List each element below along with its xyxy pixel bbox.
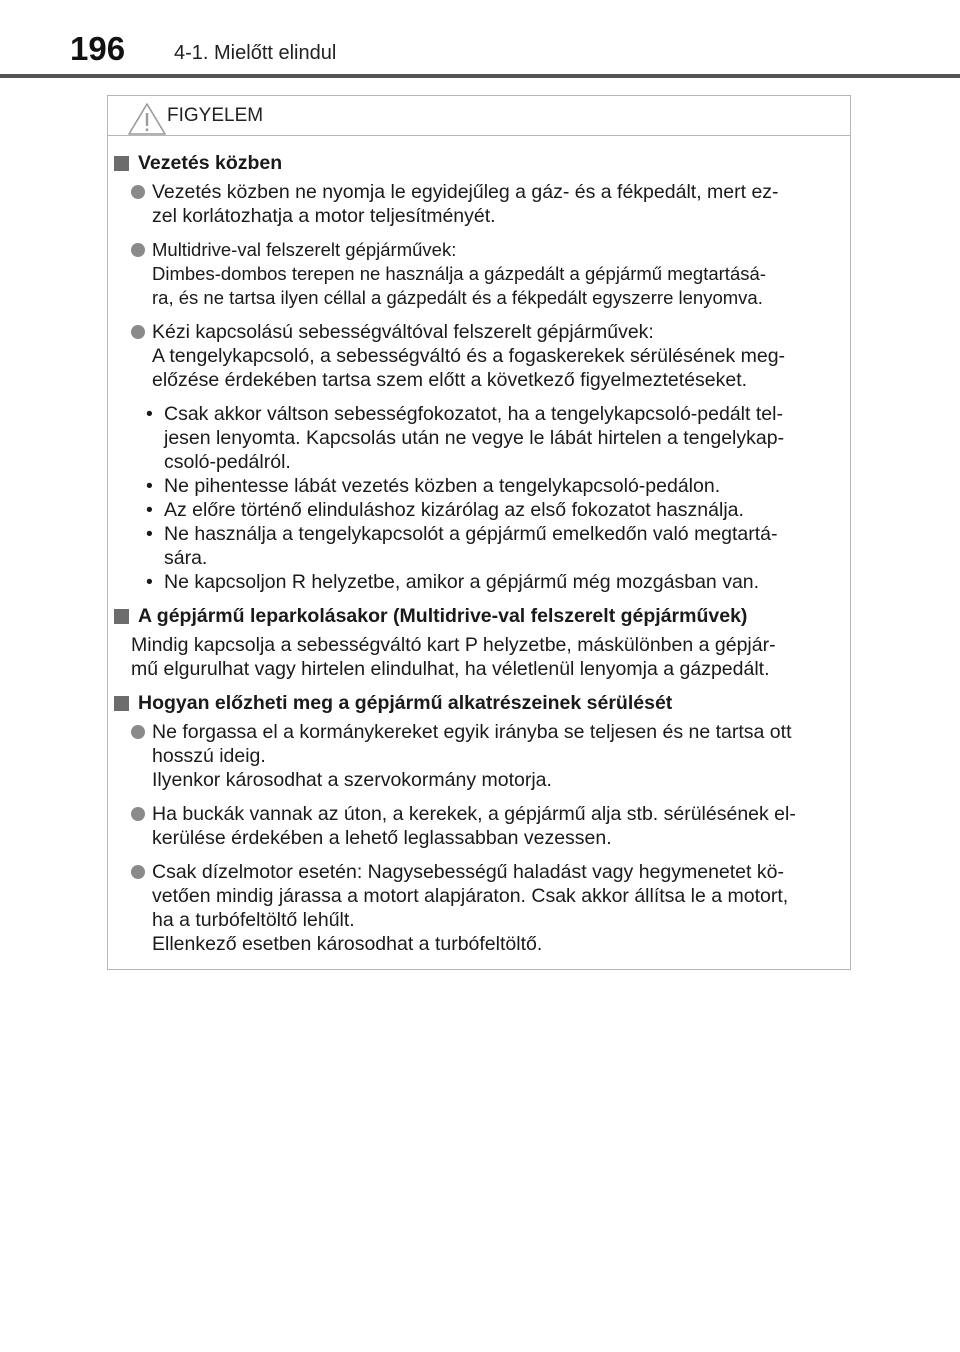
sub-list-item: • Ne pihentesse lábát vezetés közben a tengelykapcsoló-pedálon. xyxy=(146,475,721,497)
header-rule xyxy=(0,74,960,78)
list-item: Ha buckák vannak az úton, a kerekek, a gépjármű alja stb. sérülésének el- kerülése érdekében a lehető leglassabban vezessen. xyxy=(131,802,840,850)
list-item: Csak dízelmotor esetén: Nagysebességű haladást vagy hegymenetet kö- vetően mindig járassa a motort alapjáraton. Csak akkor állítsa le a motort, ha a turbófeltöltő lehűlt. Ellenkező esetben károsodhat a turbófeltöltő. xyxy=(131,860,840,956)
circle-bullet-icon xyxy=(131,185,145,199)
circle-bullet-icon xyxy=(131,725,145,739)
circle-bullet-icon xyxy=(131,807,145,821)
warning-content xyxy=(108,151,850,956)
square-bullet-icon xyxy=(114,156,129,171)
section-heading: Vezetés közben xyxy=(114,151,838,175)
sub-list-item: • Csak akkor váltson sebességfokozatot, ha a tengelykapcsoló-pedált tel- jesen lenyomta. Kapcsolás után ne vegye le lábát hirtelen a tengelykap- csoló-pedálról. xyxy=(146,403,785,473)
list-item: Vezetés közben ne nyomja le egyidejűleg a gáz- és a fékpedált, mert ez- zel korlátozhatja a motor teljesítményét. xyxy=(131,180,840,228)
section-heading: A gépjármű leparkolásakor (Multidrive-val felszerelt gépjárművek) xyxy=(114,604,838,628)
section-heading: Hogyan előzheti meg a gépjármű alkatrészeinek sérülését xyxy=(114,691,838,715)
page-header xyxy=(0,0,960,80)
sub-list-item: • Az előre történő elinduláshoz kizárólag az első fokozatot használja. xyxy=(146,499,744,521)
circle-bullet-icon xyxy=(131,865,145,879)
square-bullet-icon xyxy=(114,696,129,711)
section-title: 4-1. Mielőtt elindul xyxy=(174,42,337,64)
sub-list-item: • Ne kapcsoljon R helyzetbe, amikor a gépjármű még mozgásban van. xyxy=(146,571,760,593)
sub-list-item: • Ne használja a tengelykapcsolót a gépjármű emelkedőn való megtartá- sára. xyxy=(146,523,778,569)
warning-box xyxy=(107,95,851,970)
square-bullet-icon xyxy=(114,609,129,624)
paragraph: Mindig kapcsolja a sebességváltó kart P helyzetbe, máskülönben a gépjár- mű elgurulhat vagy hirtelen elindulhat, ha véletlenül lenyomja a gázpedált. xyxy=(131,634,776,680)
warning-title: FIGYELEM xyxy=(167,105,264,126)
circle-bullet-icon xyxy=(131,243,145,257)
page-number: 196 xyxy=(70,30,126,67)
circle-bullet-icon xyxy=(131,325,145,339)
warning-header xyxy=(108,96,850,136)
list-item: Ne forgassa el a kormánykereket egyik irányba se teljesen és ne tartsa ott hosszú ideig. Ilyenkor károsodhat a szervokormány motorja. xyxy=(131,720,840,792)
list-item: Multidrive-val felszerelt gépjárművek: Dimbes-dombos terepen ne használja a gázpedált a gépjármű megtartásá- ra, és ne tartsa ilyen céllal a gázpedált és a fékpedált egyszerre lenyomva. xyxy=(131,238,840,310)
warning-triangle-icon xyxy=(127,102,167,136)
list-item: Kézi kapcsolású sebességváltóval felszerelt gépjárművek: A tengelykapcsoló, a sebességváltó és a fogaskerekek sérülésének meg- előzése érdekében tartsa szem előtt a következő figyelmeztetéseket. xyxy=(131,320,840,392)
